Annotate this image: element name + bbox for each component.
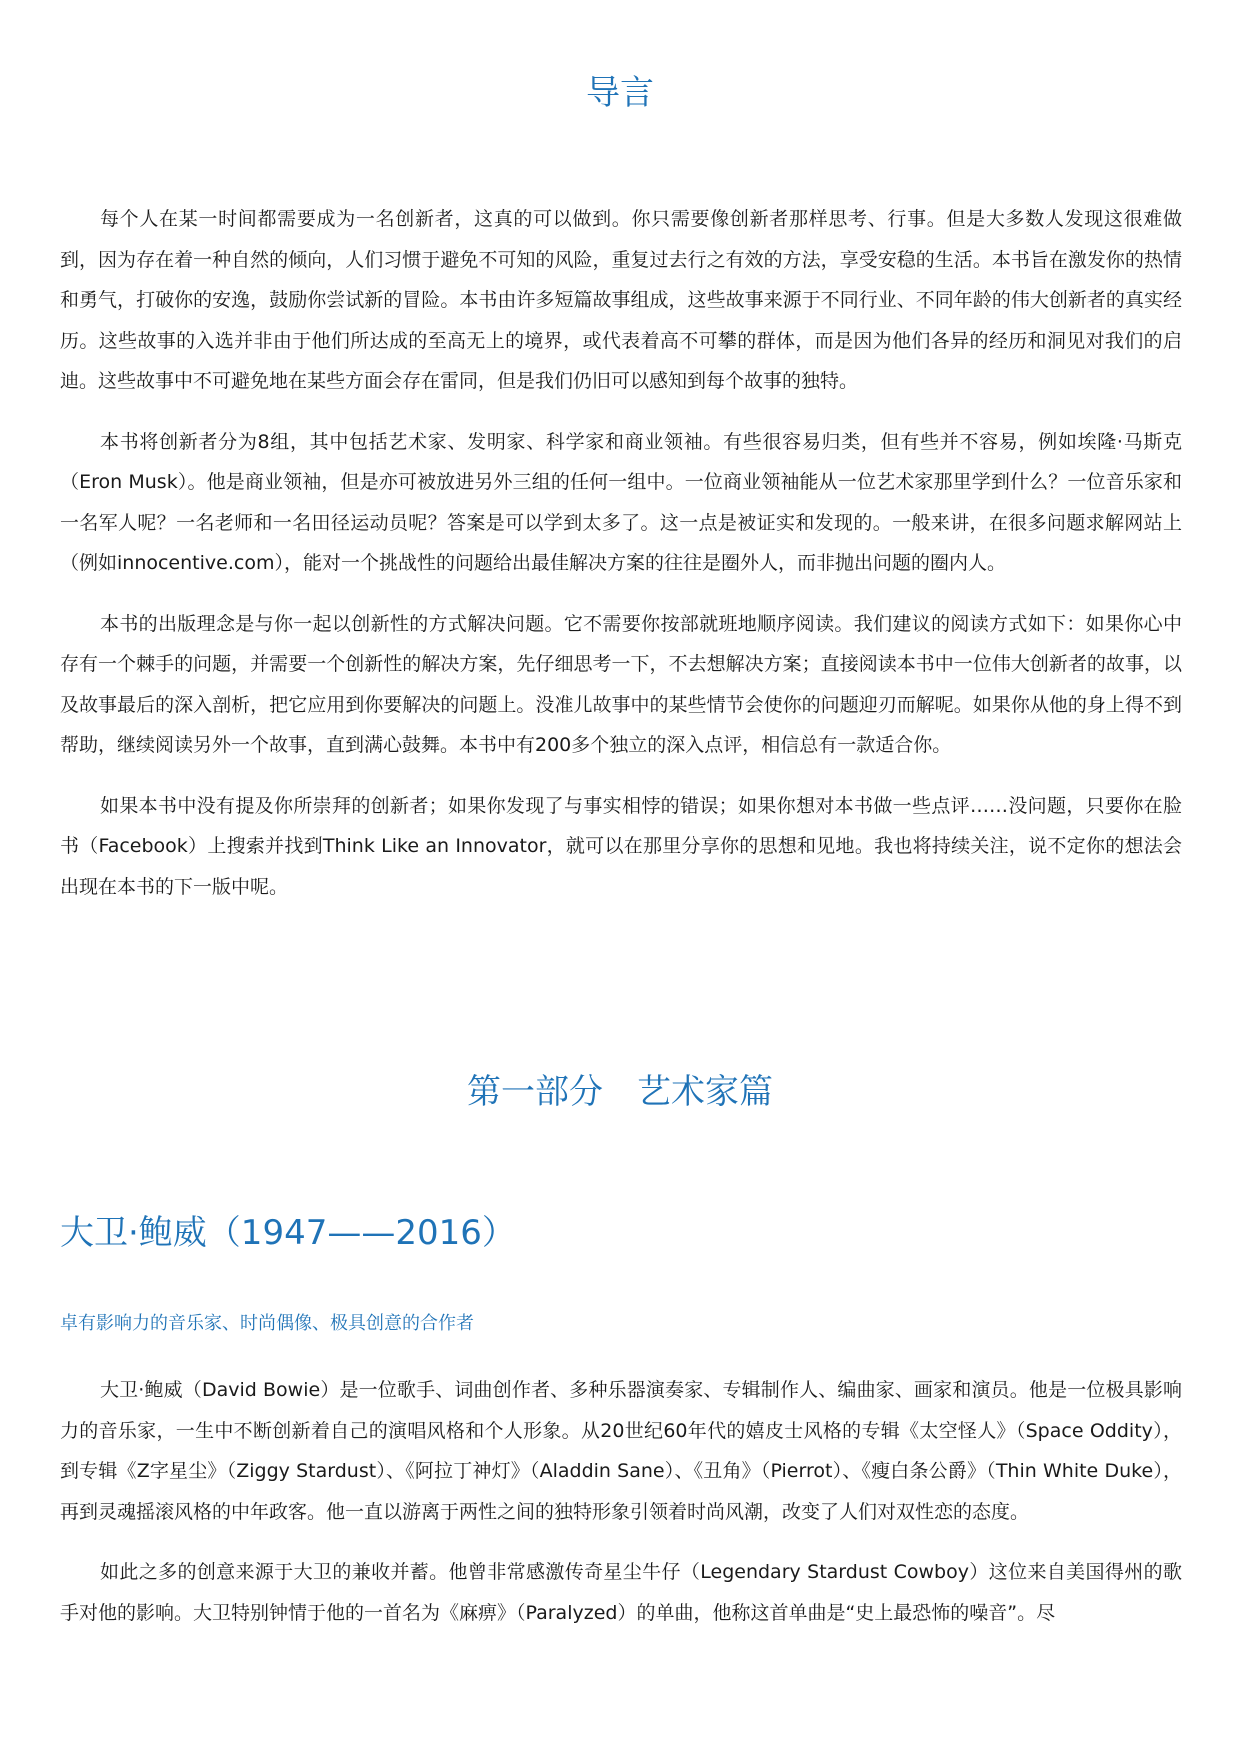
intro-paragraph: 每个人在某一时间都需要成为一名创新者，这真的可以做到。你只需要像创新者那样思考、行事。但是大多数人发现这很难做到，因为存在着一种自然的倾向，人们习惯于避免不可知的风险，重复过去行之有效的方法，享受安稳的生活。本书旨在激发你的热情和勇气，打破你的安逸，鼓励你尝试新的冒险。本书由许多短篇故事组成，这些故事来源于不同行业、不同年龄的伟大创新者的真实经历。这些故事的入选并非由于他们所达成的至高无上的境界，或代表着高不可攀的群体，而是因为他们各异的经历和洞见对我们的启迪。这些故事中不可避免地在某些方面会存在雷同，但是我们仍旧可以感知到每个故事的独特。: [60, 208, 1182, 392]
intro-paragraph: 本书的出版理念是与你一起以创新性的方式解决问题。它不需要你按部就班地顺序阅读。我们建议的阅读方式如下：如果你心中存有一个棘手的问题，并需要一个创新性的解决方案，先仔细思考一下，不去想解决方案；直接阅读本书中一位伟大创新者的故事，以及故事最后的深入剖析，把它应用到你要解决的问题上。没准儿故事中的某些情节会使你的问题迎刃而解呢。如果你从他的身上得不到帮助，继续阅读另外一个故事，直到满心鼓舞。本书中有200多个独立的深入点评，相信总有一款适合你。: [60, 612, 1182, 756]
chapter-paragraph: 如此之多的创意来源于大卫的兼收并蓄。他曾非常感激传奇星尘牛仔（Legendary Stardust Cowboy）这位来自美国得州的歌手对他的影响。大卫特别钟情于他的一首名为《麻痹》（Paralyzed）的单曲，他称这首单曲是“史上最恐怖的噪音”。尽: [60, 1561, 1182, 1624]
intro-paragraph: 本书将创新者分为8组，其中包括艺术家、发明家、科学家和商业领袖。有些很容易归类，但有些并不容易，例如埃隆·马斯克（Eron Musk）。他是商业领袖，但是亦可被放进另外三组的任何一组中。一位商业领袖能从一位艺术家那里学到什么？一位音乐家和一名军人呢？一名老师和一名田径运动员呢？答案是可以学到太多了。这一点是被证实和发现的。一般来讲，在很多问题求解网站上（例如innocentive.com），能对一个挑战性的问题给出最佳解决方案的往往是圈外人，而非抛出问题的圈内人。: [60, 430, 1182, 574]
chapter-subtitle: 卓有影响力的音乐家、时尚偶像、极具创意的合作者: [60, 1313, 474, 1334]
chapter-paragraph: 大卫·鲍威（David Bowie）是一位歌手、词曲创作者、多种乐器演奏家、专辑制作人、编曲家、画家和演员。他是一位极具影响力的音乐家，一生中不断创新着自己的演唱风格和个人形象。从20世纪60年代的嬉皮士风格的专辑《太空怪人》（Space Oddity），到专辑《Z字星尘》（Ziggy Stardust）、《阿拉丁神灯》（Aladdin Sane）、《丑角》（Pierrot）、《瘦白条公爵》（Thin White Duke），再到灵魂摇滚风格的中年政客。他一直以游离于两性之间的独特形象引领着时尚风潮，改变了人们对双性恋的态度。: [60, 1379, 1182, 1523]
intro-title: 导言: [586, 73, 654, 113]
intro-paragraph: 如果本书中没有提及你所崇拜的创新者；如果你发现了与事实相悖的错误；如果你想对本书做一些点评……没问题，只要你在脸书（Facebook）上搜索并找到Think Like an Innovator，就可以在那里分享你的思想和见地。我也将持续关注，说不定你的想法会出现在本书的下一版中呢。: [60, 794, 1182, 898]
intro-body: [60, 199, 1182, 927]
chapter-body: [60, 1370, 1182, 1653]
chapter-title: 大卫·鲍威（1947——2016）: [60, 1213, 516, 1253]
part-title: 第一部分 艺术家篇: [467, 1072, 773, 1112]
